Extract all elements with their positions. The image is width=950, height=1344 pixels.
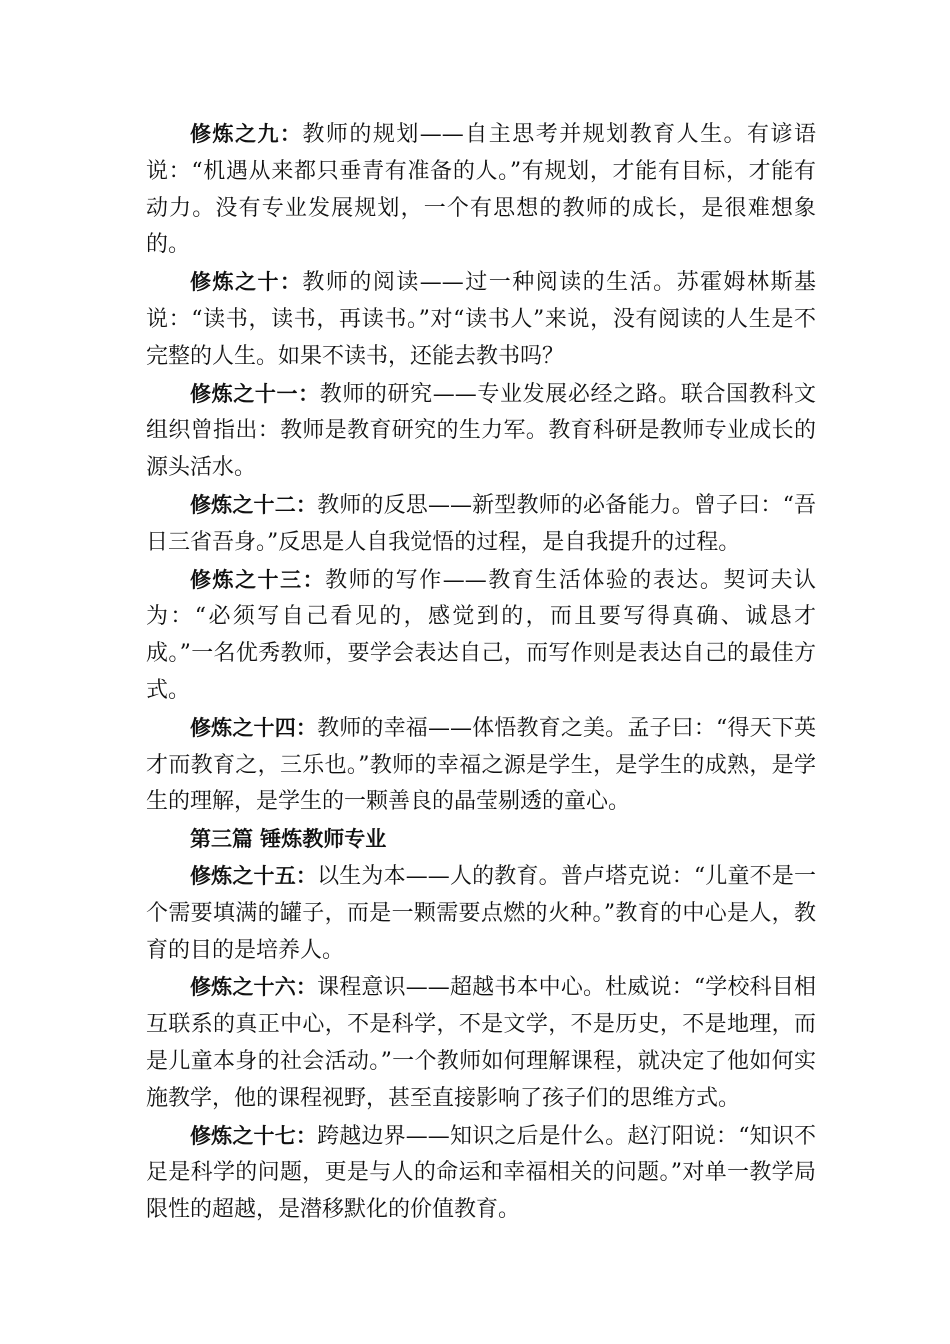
paragraph-text: 教师的规划——自主思考并规划教育人生。有谚语说：“机遇从来都只垂青有准备的人。”有规划，才能有目标，才能有动力。没有专业发展规划，一个有思想的教师的成长，是很难想象的。	[146, 122, 816, 258]
paragraph-cultivation-13	[146, 562, 816, 710]
paragraph-lead: 修炼之十：	[190, 270, 303, 295]
paragraph-text: 教师的反思——新型教师的必备能力。曾子曰：“吾日三省吾身。”反思是人自我觉悟的过程，是自我提升的过程。	[146, 492, 817, 555]
paragraph-lead: 修炼之十四：	[190, 715, 318, 740]
paragraph-cultivation-12	[146, 487, 816, 562]
paragraph-cultivation-16	[146, 969, 816, 1117]
paragraph-text: 以生为本——人的教育。普卢塔克说：“儿童不是一个需要填满的罐子，而是一颗需要点燃的火种。”教育的中心是人，教育的目的是培养人。	[146, 863, 817, 963]
paragraph-lead: 修炼之十三：	[190, 567, 326, 592]
paragraph-cultivation-15	[146, 858, 816, 969]
paragraph-lead: 修炼之十二：	[190, 492, 318, 517]
paragraph-cultivation-17	[146, 1118, 816, 1229]
document-body	[146, 116, 816, 1229]
paragraph-lead: 修炼之十六：	[190, 975, 318, 1000]
paragraph-text: 教师的研究——专业发展必经之路。联合国教科文组织曾指出：教师是教育研究的生力军。教育科研是教师专业成长的源头活水。	[146, 381, 817, 481]
paragraph-text: 教师的写作——教育生活体验的表达。契诃夫认为：“必须写自己看见的，感觉到的，而且要写得真确、诚恳才成。”一名优秀教师，要学会表达自己，而写作则是表达自己的最佳方式。	[146, 567, 816, 703]
paragraph-lead: 修炼之九：	[190, 122, 303, 146]
paragraph-cultivation-9	[146, 116, 816, 264]
paragraph-cultivation-14	[146, 710, 816, 821]
paragraph-text: 教师的阅读——过一种阅读的生活。苏霍姆林斯基说：“读书，读书，再读书。”对“读书人”来说，没有阅读的人生是不完整的人生。如果不读书，还能去教书吗？	[146, 270, 816, 369]
paragraph-text: 课程意识——超越书本中心。杜威说：“学校科目相互联系的真正中心，不是科学，不是文学，不是历史，不是地理，而是儿童本身的社会活动。”一个教师如何理解课程，就决定了他如何实施教学，他的课程视野，甚至直接影响了孩子们的思维方式。	[146, 975, 817, 1111]
paragraph-lead: 修炼之十七：	[190, 1123, 318, 1148]
section-heading: 第三篇 锤炼教师专业	[190, 827, 387, 852]
paragraph-lead: 修炼之十五：	[190, 863, 318, 888]
paragraph-lead: 修炼之十一：	[190, 381, 320, 406]
paragraph-cultivation-10	[146, 264, 816, 375]
paragraph-cultivation-11	[146, 376, 816, 487]
paragraph-text: 跨越边界——知识之后是什么。赵汀阳说：“知识不足是科学的问题，更是与人的命运和幸福相关的问题。”对单一教学局限性的超越，是潜移默化的价值教育。	[146, 1123, 817, 1223]
paragraph-text: 教师的幸福——体悟教育之美。孟子曰：“得天下英才而教育之，三乐也。”教师的幸福之源是学生，是学生的成熟，是学生的理解，是学生的一颗善良的晶莹剔透的童心。	[146, 715, 817, 815]
